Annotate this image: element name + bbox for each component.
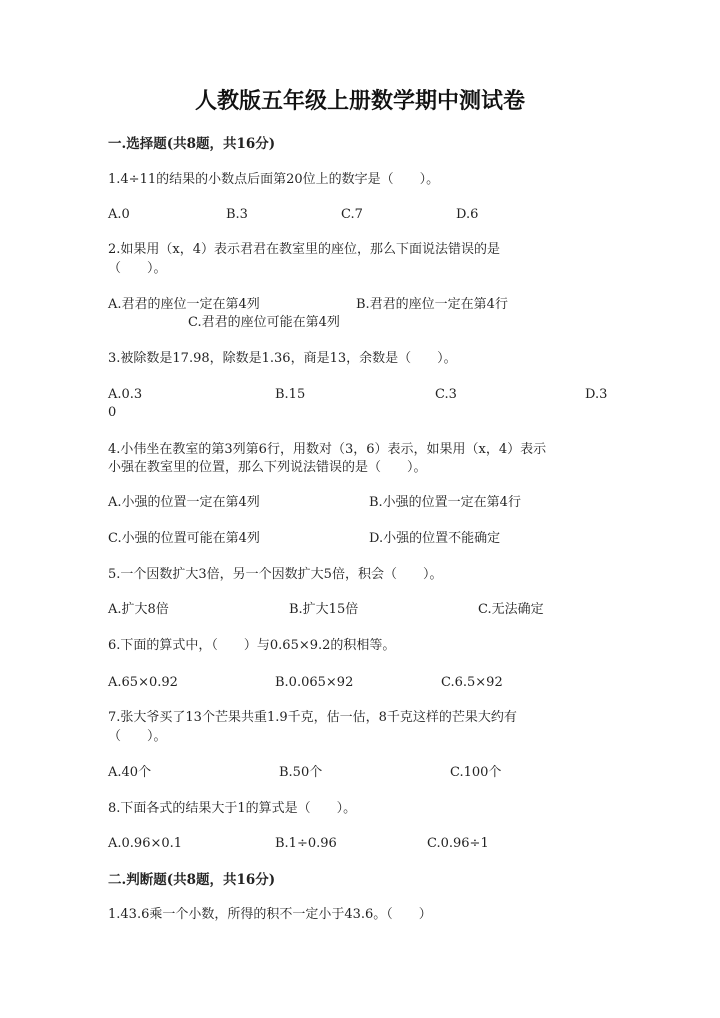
q7-option-b[interactable]: B.50个: [279, 765, 323, 780]
q6-option-b[interactable]: B.0.065×92: [275, 675, 354, 690]
section-1-header: 一.选择题(共8题，共16分): [108, 136, 276, 152]
q6-option-c[interactable]: C.6.5×92: [441, 675, 503, 690]
q7-option-a[interactable]: A.40个: [108, 765, 152, 780]
q3-option-d[interactable]: D.3: [585, 387, 608, 402]
question-2: 2.如果用（x，4）表示君君在教室里的座位，那么下面说法错误的是: [108, 242, 501, 257]
question-3: 3.被除数是17.98，除数是1.36，商是13，余数是（ ）。: [108, 351, 457, 366]
q3-option-b[interactable]: B.15: [275, 387, 306, 402]
q4-option-a[interactable]: A.小强的位置一定在第4列: [108, 495, 260, 510]
q3-option-a[interactable]: A.0.3: [108, 387, 143, 402]
q3-option-c[interactable]: C.3: [435, 387, 457, 402]
q2-option-b[interactable]: B.君君的座位一定在第4行: [356, 297, 508, 312]
q4-option-c[interactable]: C.小强的位置可能在第4列: [108, 531, 260, 546]
question-1: 1.4÷11的结果的小数点后面第20位上的数字是（ ）。: [108, 172, 440, 187]
page-title: 人教版五年级上册数学期中测试卷: [194, 88, 525, 114]
q8-option-c[interactable]: C.0.96÷1: [427, 836, 489, 851]
q4-option-d[interactable]: D.小强的位置不能确定: [369, 531, 501, 546]
question-4-cont: 小强在教室里的位置，那么下列说法错误的是（ ）。: [108, 460, 427, 475]
question-5: 5.一个因数扩大3倍，另一个因数扩大5倍，积会（ ）。: [108, 567, 443, 582]
q5-option-a[interactable]: A.扩大8倍: [108, 602, 169, 617]
q5-option-b[interactable]: B.扩大15倍: [289, 602, 359, 617]
q2-option-a[interactable]: A.君君的座位一定在第4列: [108, 297, 260, 312]
q1-option-b[interactable]: B.3: [226, 207, 248, 222]
q2-option-c[interactable]: C.君君的座位可能在第4列: [188, 315, 340, 330]
question-8: 8.下面各式的结果大于1的算式是（ ）。: [108, 801, 357, 816]
q8-option-a[interactable]: A.0.96×0.1: [108, 836, 183, 851]
q5-option-c[interactable]: C.无法确定: [478, 602, 544, 617]
q3-option-d-wrap: 0: [108, 405, 117, 420]
q1-option-a[interactable]: A.0: [108, 207, 130, 222]
q8-option-b[interactable]: B.1÷0.96: [275, 836, 337, 851]
question-7: 7.张大爷买了13个芒果共重1.9千克，估一估，8千克这样的芒果大约有: [108, 710, 517, 725]
question-4: 4.小伟坐在教室的第3列第6行，用数对（3，6）表示，如果用（x，4）表示: [108, 442, 547, 457]
question-7-cont: （ ）。: [108, 729, 167, 744]
q1-option-c[interactable]: C.7: [341, 207, 363, 222]
section-2-header: 二.判断题(共8题，共16分): [108, 872, 276, 888]
q7-option-c[interactable]: C.100个: [450, 765, 502, 780]
q4-option-b[interactable]: B.小强的位置一定在第4行: [369, 495, 521, 510]
judgement-question-1: 1.43.6乘一个小数，所得的积不一定小于43.6。（ ）: [108, 907, 432, 922]
question-2-cont: （ ）。: [108, 261, 167, 276]
q1-option-d[interactable]: D.6: [456, 207, 479, 222]
q6-option-a[interactable]: A.65×0.92: [108, 675, 178, 690]
question-6: 6.下面的算式中，（ ）与0.65×9.2的积相等。: [108, 638, 396, 653]
